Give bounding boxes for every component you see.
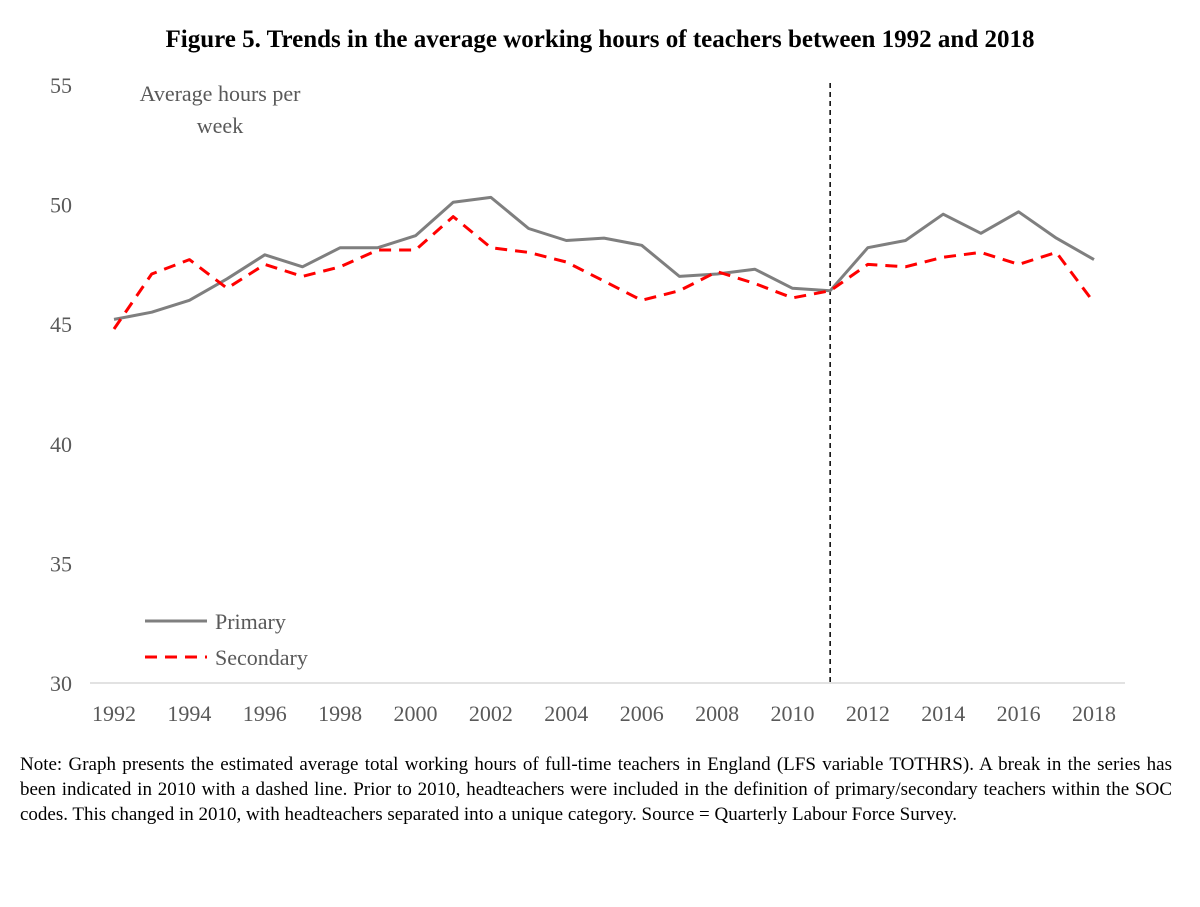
x-tick-label: 2004 (544, 701, 589, 726)
chart-title: Figure 5. Trends in the average working hours of teachers between 1992 and 2018 (165, 26, 1035, 53)
y-axis-title-line-1: Average hours per (139, 81, 301, 106)
series-lines (114, 197, 1094, 329)
x-tick-label: 2012 (845, 701, 890, 726)
series-line-primary (114, 197, 1094, 319)
x-tick-labels (92, 701, 1116, 726)
y-axis-title (140, 81, 302, 138)
legend-primary-label: Primary (215, 609, 286, 634)
x-tick-label: 2010 (770, 701, 815, 726)
y-tick-label: 45 (50, 312, 72, 338)
legend-secondary-label: Secondary (215, 645, 308, 670)
x-tick-label: 1992 (92, 701, 136, 726)
x-tick-label: 2018 (1072, 701, 1116, 726)
y-axis-title-line-2: week (196, 113, 244, 138)
x-tick-label: 2016 (996, 701, 1041, 726)
y-tick-label: 35 (50, 551, 72, 577)
y-tick-label: 50 (50, 192, 72, 218)
series-line-secondary (114, 217, 1094, 329)
x-tick-label: 2008 (695, 701, 740, 726)
chart-note: Note: Graph presents the estimated average total working hours of full-time teachers in England (LFS variable TOTHRS). A break in the series has been indicated in 2010 with a dashed line. Prior to 2010, headteachers were included in the definition of primary/secondary teachers within the SOC codes. This changed in 2010, with headteachers separated into a unique category. Source = Quarterly Labour Force Survey. (20, 754, 1172, 825)
x-tick-label: 1994 (167, 701, 212, 726)
x-tick-label: 2006 (619, 701, 664, 726)
x-tick-label: 1996 (242, 701, 287, 726)
x-tick-label: 2014 (921, 701, 966, 726)
x-tick-label: 2002 (468, 701, 513, 726)
x-tick-label: 2000 (393, 701, 438, 726)
y-tick-labels (50, 73, 72, 696)
legend (145, 609, 308, 670)
y-tick-label: 40 (50, 431, 72, 457)
y-tick-label: 55 (50, 73, 72, 98)
y-tick-label: 30 (50, 671, 72, 696)
x-tick-label: 1998 (318, 701, 363, 726)
